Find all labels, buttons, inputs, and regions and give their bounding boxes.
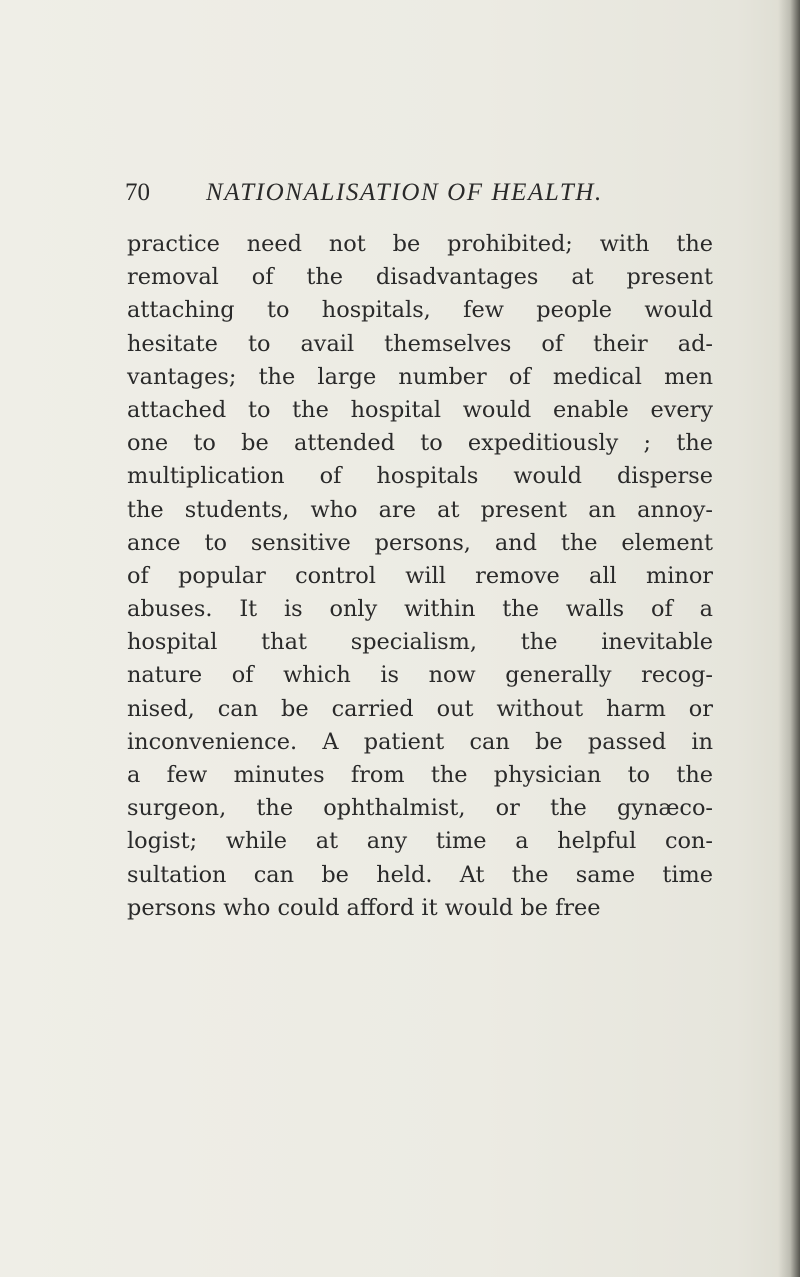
text-line: of popular control will remove all minor xyxy=(127,562,713,589)
text-line: ance to sensitive persons, and the element xyxy=(127,529,713,556)
text-line: hesitate to avail themselves of their ad- xyxy=(127,330,713,357)
text-line: sultation can be held. At the same time xyxy=(127,861,713,888)
text-line: vantages; the large number of medical men xyxy=(127,363,713,390)
text-line: hospital that specialism, the inevitable xyxy=(127,629,713,656)
body-text xyxy=(127,228,713,925)
text-line: logist; while at any time a helpful con- xyxy=(127,828,713,855)
page-edge-shadow xyxy=(778,0,800,1277)
text-line: attached to the hospital would enable every xyxy=(127,396,713,423)
text-line: multiplication of hospitals would disperse xyxy=(127,463,713,490)
running-head: NATIONALISATION OF HEALTH. xyxy=(206,179,603,206)
text-line: one to be attended to expeditiously ; the xyxy=(127,430,713,457)
text-line: inconvenience. A patient can be passed in xyxy=(127,728,713,755)
text-line: surgeon, the ophthalmist, or the gynæco- xyxy=(127,795,713,822)
text-line: a few minutes from the physician to the xyxy=(127,762,713,788)
page-number: 70 xyxy=(125,179,150,206)
text-line: abuses. It is only within the walls of a xyxy=(127,596,713,623)
text-line: the students, who are at present an annoy- xyxy=(127,496,713,523)
page-header xyxy=(125,176,725,210)
text-line: practice need not be prohibited; with the xyxy=(127,231,713,257)
text-line: nature of which is now generally recog- xyxy=(127,662,713,689)
text-line: persons who could afford it would be free xyxy=(127,894,601,921)
text-line: attaching to hospitals, few people would xyxy=(127,297,713,324)
text-line: nised, can be carried out without harm or xyxy=(127,695,713,722)
text-line: removal of the disadvantages at present xyxy=(127,264,713,291)
